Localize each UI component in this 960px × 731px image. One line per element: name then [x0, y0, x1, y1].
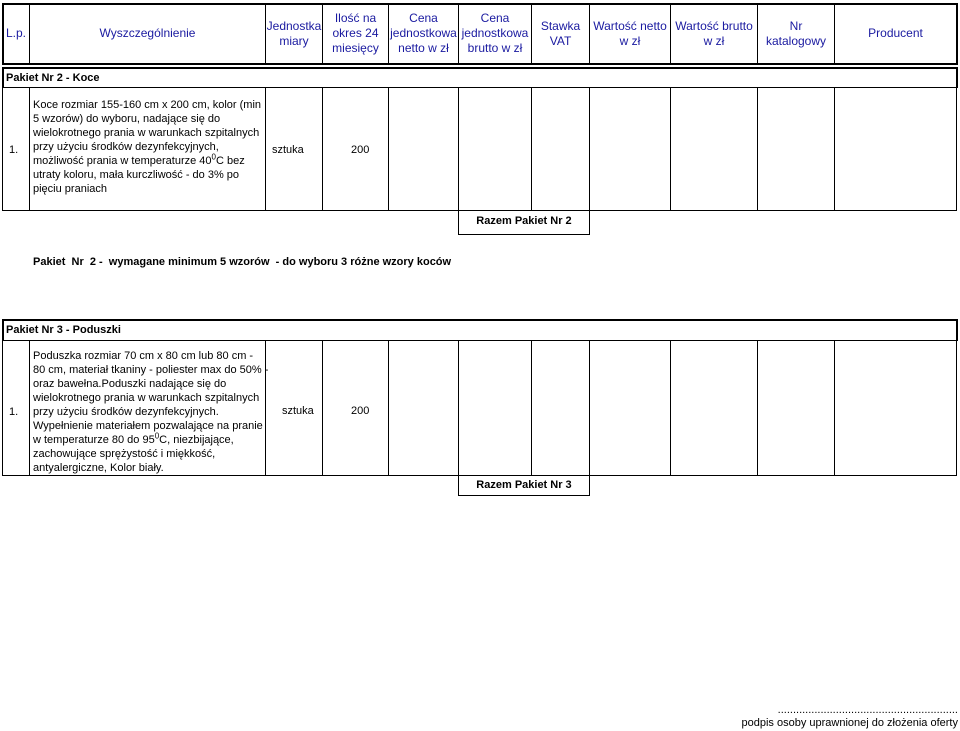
- row-lp: 1.: [9, 406, 19, 418]
- package2-title: Pakiet Nr 2 - Koce: [6, 72, 100, 84]
- package3-title: Pakiet Nr 3 - Poduszki: [6, 324, 121, 336]
- row-description: Poduszka rozmiar 70 cm x 80 cm lub 80 cm - 80 cm, materiał tkaniny - poliester max do 50% - oraz bawełna.Poduszki nadające się do wielokrotnego prania w warunkach szpitalnych przy użyciu środków dezynfekcyjnych. Wypełnienie materiałem pozwalające na pranie w temperaturze 80 do $95^0C$, niezbijające, zachowujące sprężystość i miękkość, antyalergiczne, Kolor biały.: [33, 350, 269, 474]
- header-gross-price: Cena jednostkowa brutto w zł: [461, 11, 529, 55]
- header-quantity: Ilość na okres 24 miesięcy: [332, 11, 379, 55]
- header-net-value: Wartość netto w zł: [593, 18, 667, 48]
- header-producer: Producent: [868, 26, 923, 40]
- header-vat: Stawka VAT: [540, 18, 581, 48]
- package2-total-label: Razem Pakiet Nr 2: [476, 215, 572, 227]
- header-net-price: Cena jednostkowa netto w zł: [390, 11, 457, 55]
- package3-total-label: Razem Pakiet Nr 3: [476, 479, 572, 491]
- row-lp: 1.: [9, 144, 19, 156]
- row-description: Koce rozmiar 155-160 cm x 200 cm, kolor (min 5 wzorów) do wyboru, nadające się do wielokrotnego prania w warunkach szpitalnych przy użyciu środków dezynfekcyjnych, możliwość prania w temperaturze $40^0C$ bez utraty koloru, mała kurczliwość - do 3% po pięciu praniach: [33, 99, 262, 195]
- signature-dots: ...........................................................: [777, 704, 958, 716]
- row-unit: sztuka: [282, 405, 314, 417]
- header-catalog: Nr katalogowy: [765, 18, 827, 48]
- header-lp: L.p.: [5, 26, 26, 40]
- row-unit: sztuka: [272, 144, 304, 156]
- header-gross-value: Wartość brutto w zł: [675, 18, 753, 48]
- row-quantity: 200: [351, 144, 370, 156]
- signature-label: podpis osoby uprawnionej do złożenia oferty: [741, 717, 958, 729]
- header-name: Wyszczególnienie: [99, 26, 196, 40]
- package2-note: Pakiet Nr 2 - wymagane minimum 5 wzorów - do wyboru 3 różne wzory koców: [33, 256, 452, 268]
- header-unit: Jednostka miary: [266, 18, 322, 48]
- row-quantity: 200: [351, 405, 370, 417]
